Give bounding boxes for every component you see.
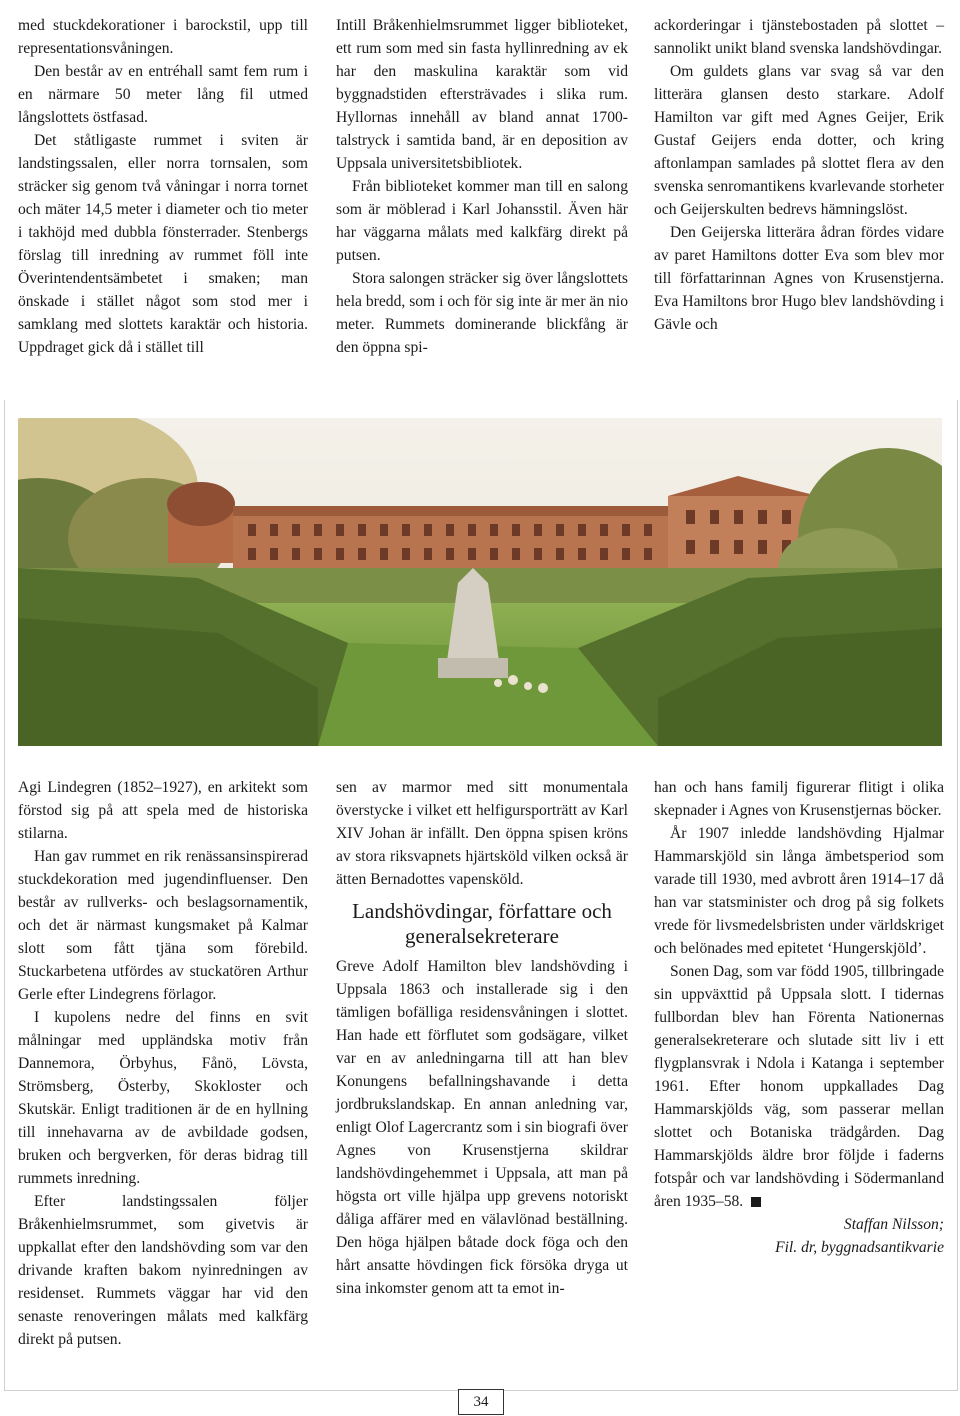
paragraph: Intill Bråkenhielmsrummet ligger biblioteket, ett rum som med sin fasta hyllinredning av ek har den maskulina karaktär som vid byggnadstiden eftersträvades i slika rum. Hyllornas innehåll av bland annat 1700-talstryck i samtida band, är en deposition av Uppsala universitetsbibliotek. xyxy=(336,17,628,172)
top-column-2 xyxy=(336,14,628,359)
top-column-1 xyxy=(18,14,308,359)
top-column-3 xyxy=(654,14,944,336)
paragraph: Agi Lindegren (1852–1927), en arkitekt som förstod sig på att spela med de historiska stilarna. xyxy=(18,779,308,842)
bottom-column-1 xyxy=(18,776,308,1351)
page-number: 34 xyxy=(458,1389,504,1415)
paragraph: ackorderingar i tjänstebostaden på slottet – sannolikt unikt bland svenska landshövdingar. xyxy=(654,17,944,57)
paragraph: Om guldets glans var svag så var den litterära glansen desto starkare. Adolf Hamilton var gift med Agnes Geijer, Erik Gustaf Geijers enda dotter, och kring aftonlampan samlades på slottet flera av den svenska senromantikens kvarlevande storheter och Geijerskulten bedrevs hämningslöst. xyxy=(654,63,944,218)
end-mark-icon xyxy=(751,1197,761,1207)
paragraph: Från biblioteket kommer man till en salong som är möblerad i Karl Johansstil. Även här har väggarna målats med kalkfärg direkt på putsen. xyxy=(336,178,628,264)
paragraph: Det ståtligaste rummet i sviten är landstingssalen, eller norra tornsalen, som sträcker sig genom två våningar i norra tornet och mäter 14,5 meter i diameter och tio meter i takhöjd med dubbla fönsterrader. Stenbergs förslag till inredning av rummet föll inte Överintendentsämbetet i smaken; man önskade i stället något som stod mer i samklang med slottets karaktär och historia. Uppdraget gick då i stället till xyxy=(18,132,308,356)
section-heading: Landshövdingar, författare och generalsekreterare xyxy=(352,899,612,948)
paragraph-text: Sonen Dag, som var född 1905, tillbringade sin uppväxttid på Uppsala slott. I tidernas fullbordan blev han Förenta Nationernas generalsekreterare och slutade sitt liv i ett flygplansvrak i Ndola i Katanga i september 1961. Efter honom uppkallades Dag Hammarskjölds väg, som passerar mellan slottet och Botaniska trädgården. Dag Hammarskjölds äldre bror följde i faderns fotspår och var landshövding i Södermanland åren 1935–58. xyxy=(654,963,944,1210)
paragraph: År 1907 inledde landshövding Hjalmar Hammarskjöld sin långa ämbetsperiod som varade till 1930, med avbrott åren 1914–17 då han var statsminister och drog på sig folkets vrede för livsmedelsbristen under världskriget och belönades med epitetet ‘Hungerskjöld’. xyxy=(654,825,944,957)
paragraph: Stora salongen sträcker sig över långslottets hela bredd, som i och för sig inte är mer än nio meter. Rummets dominerande blickfång är den öppna spi- xyxy=(336,270,628,356)
paragraph: Den Geijerska litterära ådran fördes vidare av paret Hamiltons dotter Eva som blev mor till författarinnan Agnes von Krusenstjerna. Eva Hamiltons bror Hugo blev landshövding i Gävle och xyxy=(654,224,944,333)
author-name: Staffan Nilsson; xyxy=(843,1216,944,1233)
castle-photo xyxy=(18,418,942,746)
author-title: Fil. dr, byggnadsantikvarie xyxy=(775,1239,944,1256)
paragraph: Han gav rummet en rik renässansinspirerad stuckdekoration med jugendinfluenser. Den består av rullverks- och beslagsornamentik, och det är närmast kungsmaket på Kalmar slott som fått tjäna som förebild. Stuckarbetena utfördes av stuckatören Arthur Gerle efter Lindegrens förlagor. xyxy=(18,848,308,1003)
paragraph xyxy=(654,960,944,1213)
paragraph: sen av marmor med sitt monumentala överstycke i vilket ett helfigursporträtt av Karl XIV Johan är infällt. Den öppna spisen kröns av stora riksvapnets hjärtsköld vilken också är ätten Bernadottes vapensköld. xyxy=(336,779,628,888)
bottom-column-3 xyxy=(654,776,944,1259)
paragraph: Greve Adolf Hamilton blev landshövding i Uppsala 1863 och installerade sig i den tämligen bofälliga residensvåningen i slottet. Han hade ett förflutet som godsägare, vilket var en av anledningarna till att han blev Konungens befallningshavande i detta jordbrukslandskap. En annan anledning var, enligt Olof Lagercrantz som i sin biografi över Agnes von Krusenstjerna skildrar landshövdingehemmet i Uppsala, att man på högsta ort ville hjälpa upp grevens notoriskt dåliga affärer med en välavlönad beställning. Den höga hjälpen båtade dock föga och den hårt ansatte hövdingen fick försöka dryga ut sina inkomster genom att ta emot in- xyxy=(336,958,628,1297)
paragraph: I kupolens nedre del finns en svit målningar med uppländska motiv från Dannemora, Örbyhus, Fånö, Lövsta, Strömsberg, Österby, Skokloster och Skutskär. Enligt traditionen är de en hyllning till innehavarna av de avbildade godsen, bruken och bergverken, för deras bidrag till rummets inredning. xyxy=(18,1009,308,1187)
paragraph: Efter landstingssalen följer Bråkenhielmsrummet, som givetvis är uppkallat efter den landshövding som var den drivande kraften bakom nyinredningen av residenset. Rummets väggar har vid den senaste renoveringen målats med kalkfärg direkt på putsen. xyxy=(18,1193,308,1348)
bottom-column-2 xyxy=(336,776,628,1300)
paragraph: han och hans familj figurerar flitigt i olika skepnader i Agnes von Krusenstjernas böcker. xyxy=(654,779,944,819)
paragraph: Den består av en entréhall samt fem rum i en närmare 50 meter lång fil utmed långslottets östfasad. xyxy=(18,63,308,126)
paragraph: med stuckdekorationer i barockstil, upp till representationsvåningen. xyxy=(18,17,308,57)
